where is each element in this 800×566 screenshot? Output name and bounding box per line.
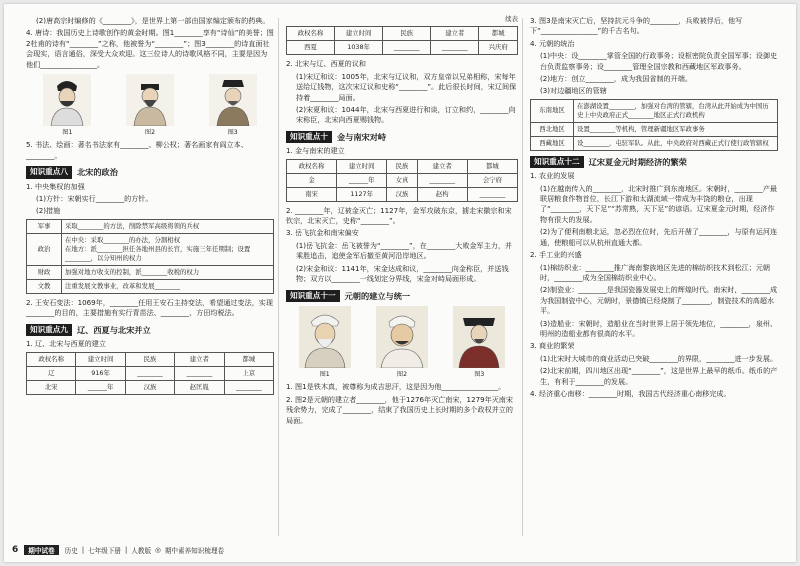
kp10-heading [286,131,518,143]
footer-grade: 七年级下册 [88,547,122,555]
du-fu-portrait-icon [126,74,174,126]
jin-song-table [286,159,518,202]
yuan-figure-3 [453,306,505,380]
kp8-heading [26,166,274,178]
table-row: 东南地区 在澎湖设置________，加强对台湾的管辖，台湾从此开始成为中国历史上中央政府正式________地区正式行政机构 [531,99,778,122]
econ-agriculture-1: (1)在越南传入的________，北宋时推广到东南地区。宋朝时，________产最联居粮食作物首位，长江下游和太湖流域一带成为丰饶的粮仓，出现了“________，天下足”“苏常熟，天下足”的谚语。辽宋夏金元时期，经济作物有很大的发展。 [540,183,778,224]
q-song-liao: (1)宋辽和议：1005年，北宋与辽议和，双方皇帝以兄弟相称，宋每年送给辽钱物，这次宋辽议和史称“________”。此后很长时间，宋辽间保持着________局面。 [296,71,517,102]
poet-figure-1 [43,74,91,138]
kp11-heading [286,290,518,302]
footer-subject: 历史 [64,547,78,555]
page-footer: 6 期中试卷 历史 | 七年级下册 | 人教版 ◎ 期中素养知识梳理卷 [12,545,225,555]
kp8-tag: 知识重点八 [26,166,72,178]
yuan-figure-3-caption: 图3 [474,370,485,378]
econ-shipbuilding: (3)造船业：宋朝时，造船业在当时世界上居于领先地位，________，泉州、明州的造船业都有很高的水平。 [540,318,778,338]
q-tang-medicine: (2)唐高宗时编修的《________》，是世界上第一部由国家编定颁布的药典。 [36,16,270,25]
continued-label: 续表 [505,15,518,23]
xixia-table [286,26,518,55]
econ-commerce-1: (1)北宋时大城市的商业活动已突破________的界限，________进一步发展。 [540,353,778,363]
brand-badge: 期中试卷 [24,545,58,555]
border-table [530,99,778,151]
q-calligraphy: 5. 书法、绘画：著名书法家有________、柳公权；著名画家有阎立本、________。 [26,140,248,160]
kp11-title: 元朝的建立与统一 [344,290,411,301]
kp8-item1-2: (2)措施 [36,206,61,216]
q-wen-tianxiang: 3. 图3是南宋灭亡后，坚持抗元斗争的________，兵败被俘后，他写下“________________”的千古名句。 [530,16,743,36]
table-row: 南宋 1127年 汉族 赵构 ________ [287,187,518,201]
table-row: 金 ______年 女真 ________ 会宁府 [287,173,518,187]
table-row: 文教 注重发展文教事业，改革和发展________ [27,279,274,293]
q-yuan-central: (1)中央：设________掌管全国的行政事务；设枢密院负责全国军事；设御史台负责监察事务；设________管理全国宗教和西藏地区军政事务。 [540,51,778,71]
q-yuan-rule: 4. 元朝的统治 [530,38,575,48]
poet-figure-1-caption: 图1 [62,129,73,137]
kp11-tag: 知识重点十一 [286,290,340,302]
q-tang-poetry: 4. 唐诗：我国历史上诗歌创作的黄金时期。图1________享有“诗仙”的美誉；图2杜甫的诗有“________”之称，他被誉为“________”；图3________的诗直面社会现实，语言通俗，深受大众欢迎。这三位诗人的诗歌风格不同，主要是因为他们________________。 [26,28,274,69]
kp9-tag: 知识重点九 [26,324,72,336]
footer-edition: 人教版 [131,547,152,555]
q-jingkang: 2. ________年，辽被金灭亡；1127年，金军攻破东京，掳走宋徽宗和宋钦宗，北宋灭亡，史称“________”。 [286,205,512,226]
yuan-figures [286,306,518,380]
column-middle [286,16,518,428]
kublai-khan-portrait-icon [376,306,428,368]
q-temujin: 1. 图1是铁木真，被尊称为成吉思汗，这是因为他________________。 [286,382,506,392]
table-row: 西北地区 设置________等机构，管理新疆地区军政事务 [531,122,778,136]
table-header-row: 政权名称 建立时间 民族 建立者 都城 [287,27,518,41]
econ-commerce: 3. 商业的繁荣 [530,341,575,351]
kp9-title: 辽、西夏与北宋并立 [76,324,151,335]
table-row: 北宋 ______年 汉族 赵匡胤 ________ [27,380,274,394]
kp9-item1: 1. 辽、北宋与西夏的建立 [26,339,106,349]
yuan-figure-2 [376,306,428,380]
footer-title: 期中素养知识梳理卷 [164,547,225,555]
document-page [4,4,796,562]
column-left [26,16,274,399]
econ-agriculture: 1. 农业的发展 [530,171,575,181]
kp9-heading [26,324,274,336]
measures-table [26,219,274,294]
kp10-tag: 知识重点十 [286,131,332,143]
q-song-peace: 2. 北宋与辽、西夏的议和 [286,59,366,69]
q-song-xia: (2)宋夏和议：1044年，北宋与西夏进行和谈，订立和约，________向宋称臣，北宋向西夏赐钱物。 [296,105,516,125]
regimes-table [26,352,274,395]
econ-commerce-2: (2)北宋前期，四川地区出现“________”，这是世界上最早的纸币。纸币的产生，有利于________的发展。 [540,366,778,386]
poet-figure-3-caption: 图3 [227,129,238,137]
genghis-khan-portrait-icon [299,306,351,368]
q-yuan-border: (3)对边疆地区的管辖 [540,86,607,96]
q-yuan-local: (2)地方：创立________，成为我国省制的开端。 [540,74,692,84]
poet-figure-2 [126,74,174,138]
q-wang-anshi: 2. 王安石变法：1069年，________任用王安石主持变法，希望通过变法，实现________的目的，主要措施有实行青苗法、________、方田均税法。 [26,297,273,318]
econ-cotton: (1)棉纺织业：________推广海南黎族地区先进的棉纺织技术到松江；元朝时，________成为全国棉纺织业中心。 [540,262,770,282]
column-divider [278,18,279,536]
table-row: 西夏 1038年 ________ ________ 兴庆府 [287,41,518,55]
kp12-tag: 知识重点十二 [530,156,584,168]
econ-agriculture-2: (2)为了便利南粮北运，忽必烈在位时，先后开凿了________，与原有运河连通，使粮船可以从杭州直通大都。 [540,227,778,247]
poet-figures [26,74,274,138]
q-yuefei-2: (2)宋金和议：1141年，宋金达成和议，________向金称臣，并送钱物；双方以________一线划定分界线，宋金对峙局面形成。 [296,263,509,284]
q-yuefei-1: (1)岳飞抗金：岳飞被誉为“________”，在________大败金军主力，并乘胜追击，追使金军后撤至黄河沿岸地区。 [296,240,513,261]
table-row: 西藏地区 设________，屯驻军队。从此，中央政府对西藏正式行使行政管辖权 [531,136,778,150]
column-right [530,16,778,401]
yuan-figure-1 [299,306,351,380]
q-kublai: 2. 图2是元朝的建立者________，他于1276年灭亡南宋，1279年灭南宋残余势力，完成了________，结束了我国历史上长时期的多个政权并立的局面。 [286,394,513,425]
table-row: 财政 加强对地方收支的控制，派________收税的权力 [27,265,274,279]
kp12-title: 辽宋夏金元时期经济的繁荣 [588,156,687,167]
column-divider [522,18,523,536]
yuan-figure-1-caption: 图1 [319,370,330,378]
kp8-item1-1: (1)方针：宋朝实行________的方针。 [36,194,153,204]
econ-handicraft: 2. 手工业的兴盛 [530,250,582,260]
q-yuefei: 3. 岳飞抗金和南宋偏安 [286,228,359,238]
poet-figure-3 [209,74,257,138]
li-bai-portrait-icon [43,74,91,126]
econ-porcelain: (2)制瓷业：________是我国瓷器发展史上的辉煌时代。南宋时，________成为我国制瓷中心，元朝时，景德镇已经烧制了________，制瓷技术的高超水平。 [540,285,778,316]
kp10-title: 金与南宋对峙 [336,131,387,142]
page-number: 6 [12,545,19,555]
econ-south-shift: 4. 经济重心南移：________时期，我国古代经济重心南移完成。 [530,388,731,398]
kp10-item1: 1. 金与南宋的建立 [286,146,345,156]
table-header-row: 政权名称 建立时间 民族 建立者 都城 [27,352,274,366]
wen-tianxiang-portrait-icon [453,306,505,368]
yuan-figure-2-caption: 图2 [396,370,408,378]
table-header-row: 政权名称 建立时间 民族 建立者 都城 [287,159,518,173]
table-row: 政治 在中央：采取________的办法，分割相权 在地方：派________担任各地州县的长官，实施三年任期制；设置________，以分知州的权力 [27,233,274,265]
poet-figure-2-caption: 图2 [144,129,156,137]
bai-juyi-portrait-icon [209,74,257,126]
kp12-heading [530,156,778,168]
table-row: 辽 916年 ________ ________ 上京 [27,366,274,380]
table-row: 军事 采取________的方法，削除禁军高级将领的兵权 [27,219,274,233]
kp8-title: 北宋的政治 [76,167,118,178]
kp8-item1: 1. 中央集权的加强 [26,181,85,191]
